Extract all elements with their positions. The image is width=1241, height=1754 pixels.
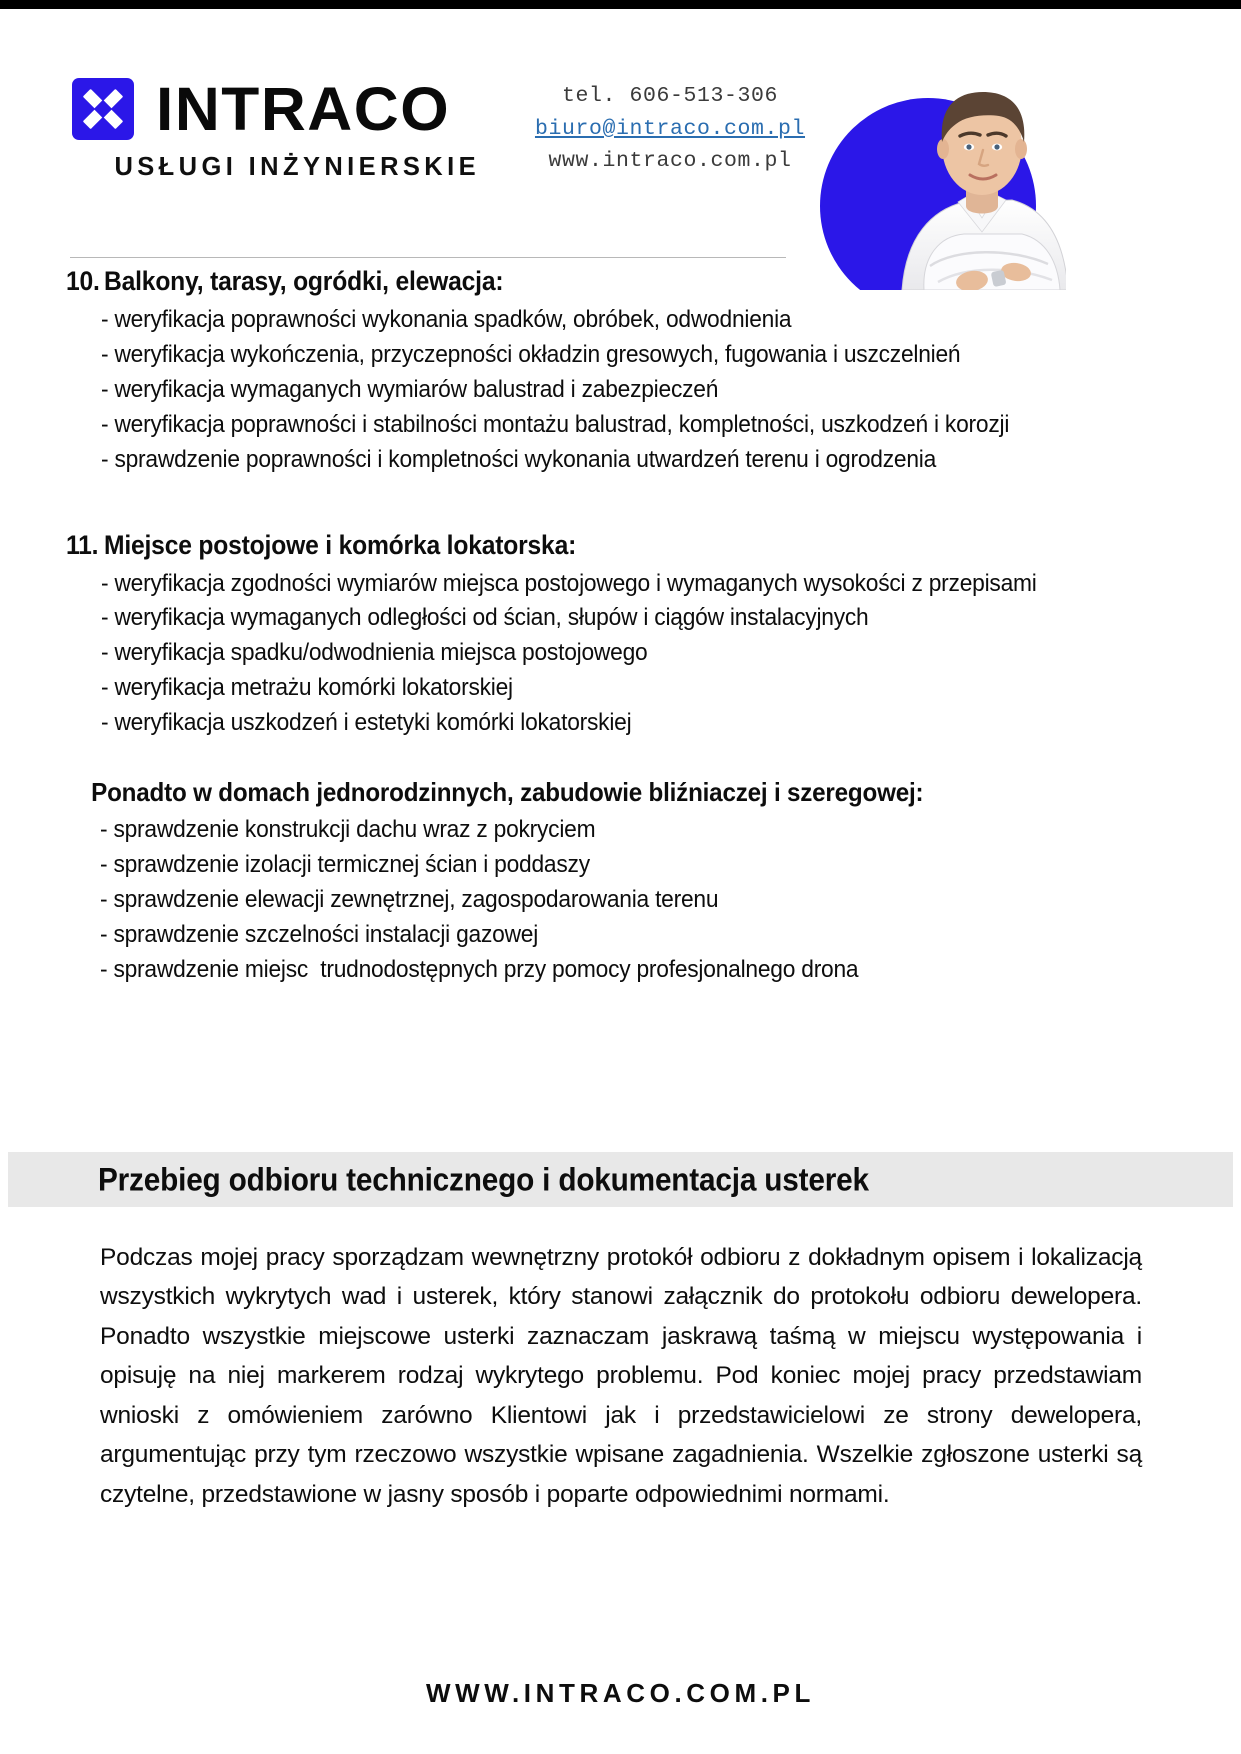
list-item: - sprawdzenie konstrukcji dachu wraz z pokryciem: [100, 816, 596, 844]
list-item: - weryfikacja zgodności wymiarów miejsca postojowego i wymaganych wysokości z przepisami: [101, 569, 1037, 597]
list-item: - weryfikacja wymaganych odległości od ścian, słupów i ciągów instalacyjnych: [101, 604, 869, 632]
contact-email-link[interactable]: biuro@intraco.com.pl: [534, 116, 806, 141]
logo-wordmark: INTRACO: [156, 74, 451, 143]
contact-phone: tel. 606-513-306: [561, 84, 779, 108]
list-item: - weryfikacja spadku/odwodnienia miejsca postojowego: [101, 639, 648, 667]
header-divider: [70, 257, 786, 258]
list-item: - sprawdzenie miejsc trudnodostępnych przy pomocy profesjonalnego drona: [100, 955, 859, 983]
section-11-list: [0, 567, 1241, 742]
section-number: 10.: [66, 266, 100, 296]
contact-block: [520, 80, 820, 178]
list-item: - sprawdzenie elewacji zewnętrznej, zagospodarowania terenu: [100, 885, 719, 913]
section-heading-10: [0, 266, 1241, 297]
list-item: - weryfikacja poprawności wykonania spadków, obróbek, odwodnienia: [101, 306, 792, 333]
subsection-heading: Ponadto w domach jednorodzinnych, zabudowie bliźniaczej i szeregowej:: [91, 777, 924, 808]
section-title: Miejsce postojowe i komórka lokatorska:: [104, 529, 577, 560]
list-item: - weryfikacja metrażu komórki lokatorskiej: [101, 674, 513, 702]
page-header: [0, 50, 1241, 235]
section-10-list: [0, 303, 1241, 478]
banner-title: Przebieg odbioru technicznego i dokumentacja usterek: [98, 1161, 869, 1197]
subsection-list: [0, 813, 1241, 988]
document-content: [0, 266, 1241, 988]
contact-website: www.intraco.com.pl: [548, 149, 792, 174]
portrait-photo: [806, 50, 1066, 290]
portrait-person-illustration: [806, 50, 1066, 290]
section-title: Balkony, tarasy, ogródki, elewacja:: [104, 266, 504, 296]
body-paragraph: [100, 1238, 1142, 1514]
logo-tagline: USŁUGI INŻYNIERSKIE: [114, 153, 480, 181]
list-item: - sprawdzenie izolacji termicznej ścian i poddaszy: [100, 850, 590, 878]
list-item: - sprawdzenie poprawności i kompletności wykonania utwardzeń terenu i ogrodzenia: [101, 445, 937, 473]
list-item: - weryfikacja wykończenia, przyczepności okładzin gresowych, fugowania i uszczelnień: [101, 340, 961, 368]
top-black-bar: [0, 0, 1241, 9]
section-number: 11.: [66, 529, 99, 560]
list-item: - weryfikacja uszkodzeń i estetyki komórki lokatorskiej: [101, 709, 632, 737]
section-heading-11: [0, 530, 1241, 561]
list-item: - weryfikacja wymaganych wymiarów balustrad i zabezpieczeń: [101, 375, 719, 403]
list-item: - weryfikacja poprawności i stabilności montażu balustrad, kompletności, uszkodzeń i korozji: [101, 410, 1010, 438]
paragraph-text: Podczas mojej pracy sporządzam wewnętrzny protokół odbioru z dokładnym opisem i lokalizacją wszystkich wykrytych wad i usterek, który stanowi załącznik do protokołu odbioru dewelopera. Ponadto wszystkie miejscowe usterki zaznaczam jaskrawą taśmą w miejscu występowania i opisuję na niej markerem rodzaj wykrytego problemu. Pod koniec mojej pracy przedstawiam wnioski z omówieniem zarówno Klientowi jak i przedstawicielowi ze strony dewelopera, argumentując przy tym rzeczowo wszystkie wpisane zagadnienia. Wszelkie zgłoszone usterki są czytelne, przedstawione w jasny sposób i poparte odpowiednimi normami.: [100, 1244, 1142, 1508]
intraco-x-mark-icon: [72, 78, 134, 140]
section-banner: [8, 1152, 1233, 1207]
list-item: - sprawdzenie szczelności instalacji gazowej: [100, 920, 539, 948]
footer-website: WWW.INTRACO.COM.PL: [426, 1678, 815, 1708]
company-logo: [72, 74, 522, 182]
